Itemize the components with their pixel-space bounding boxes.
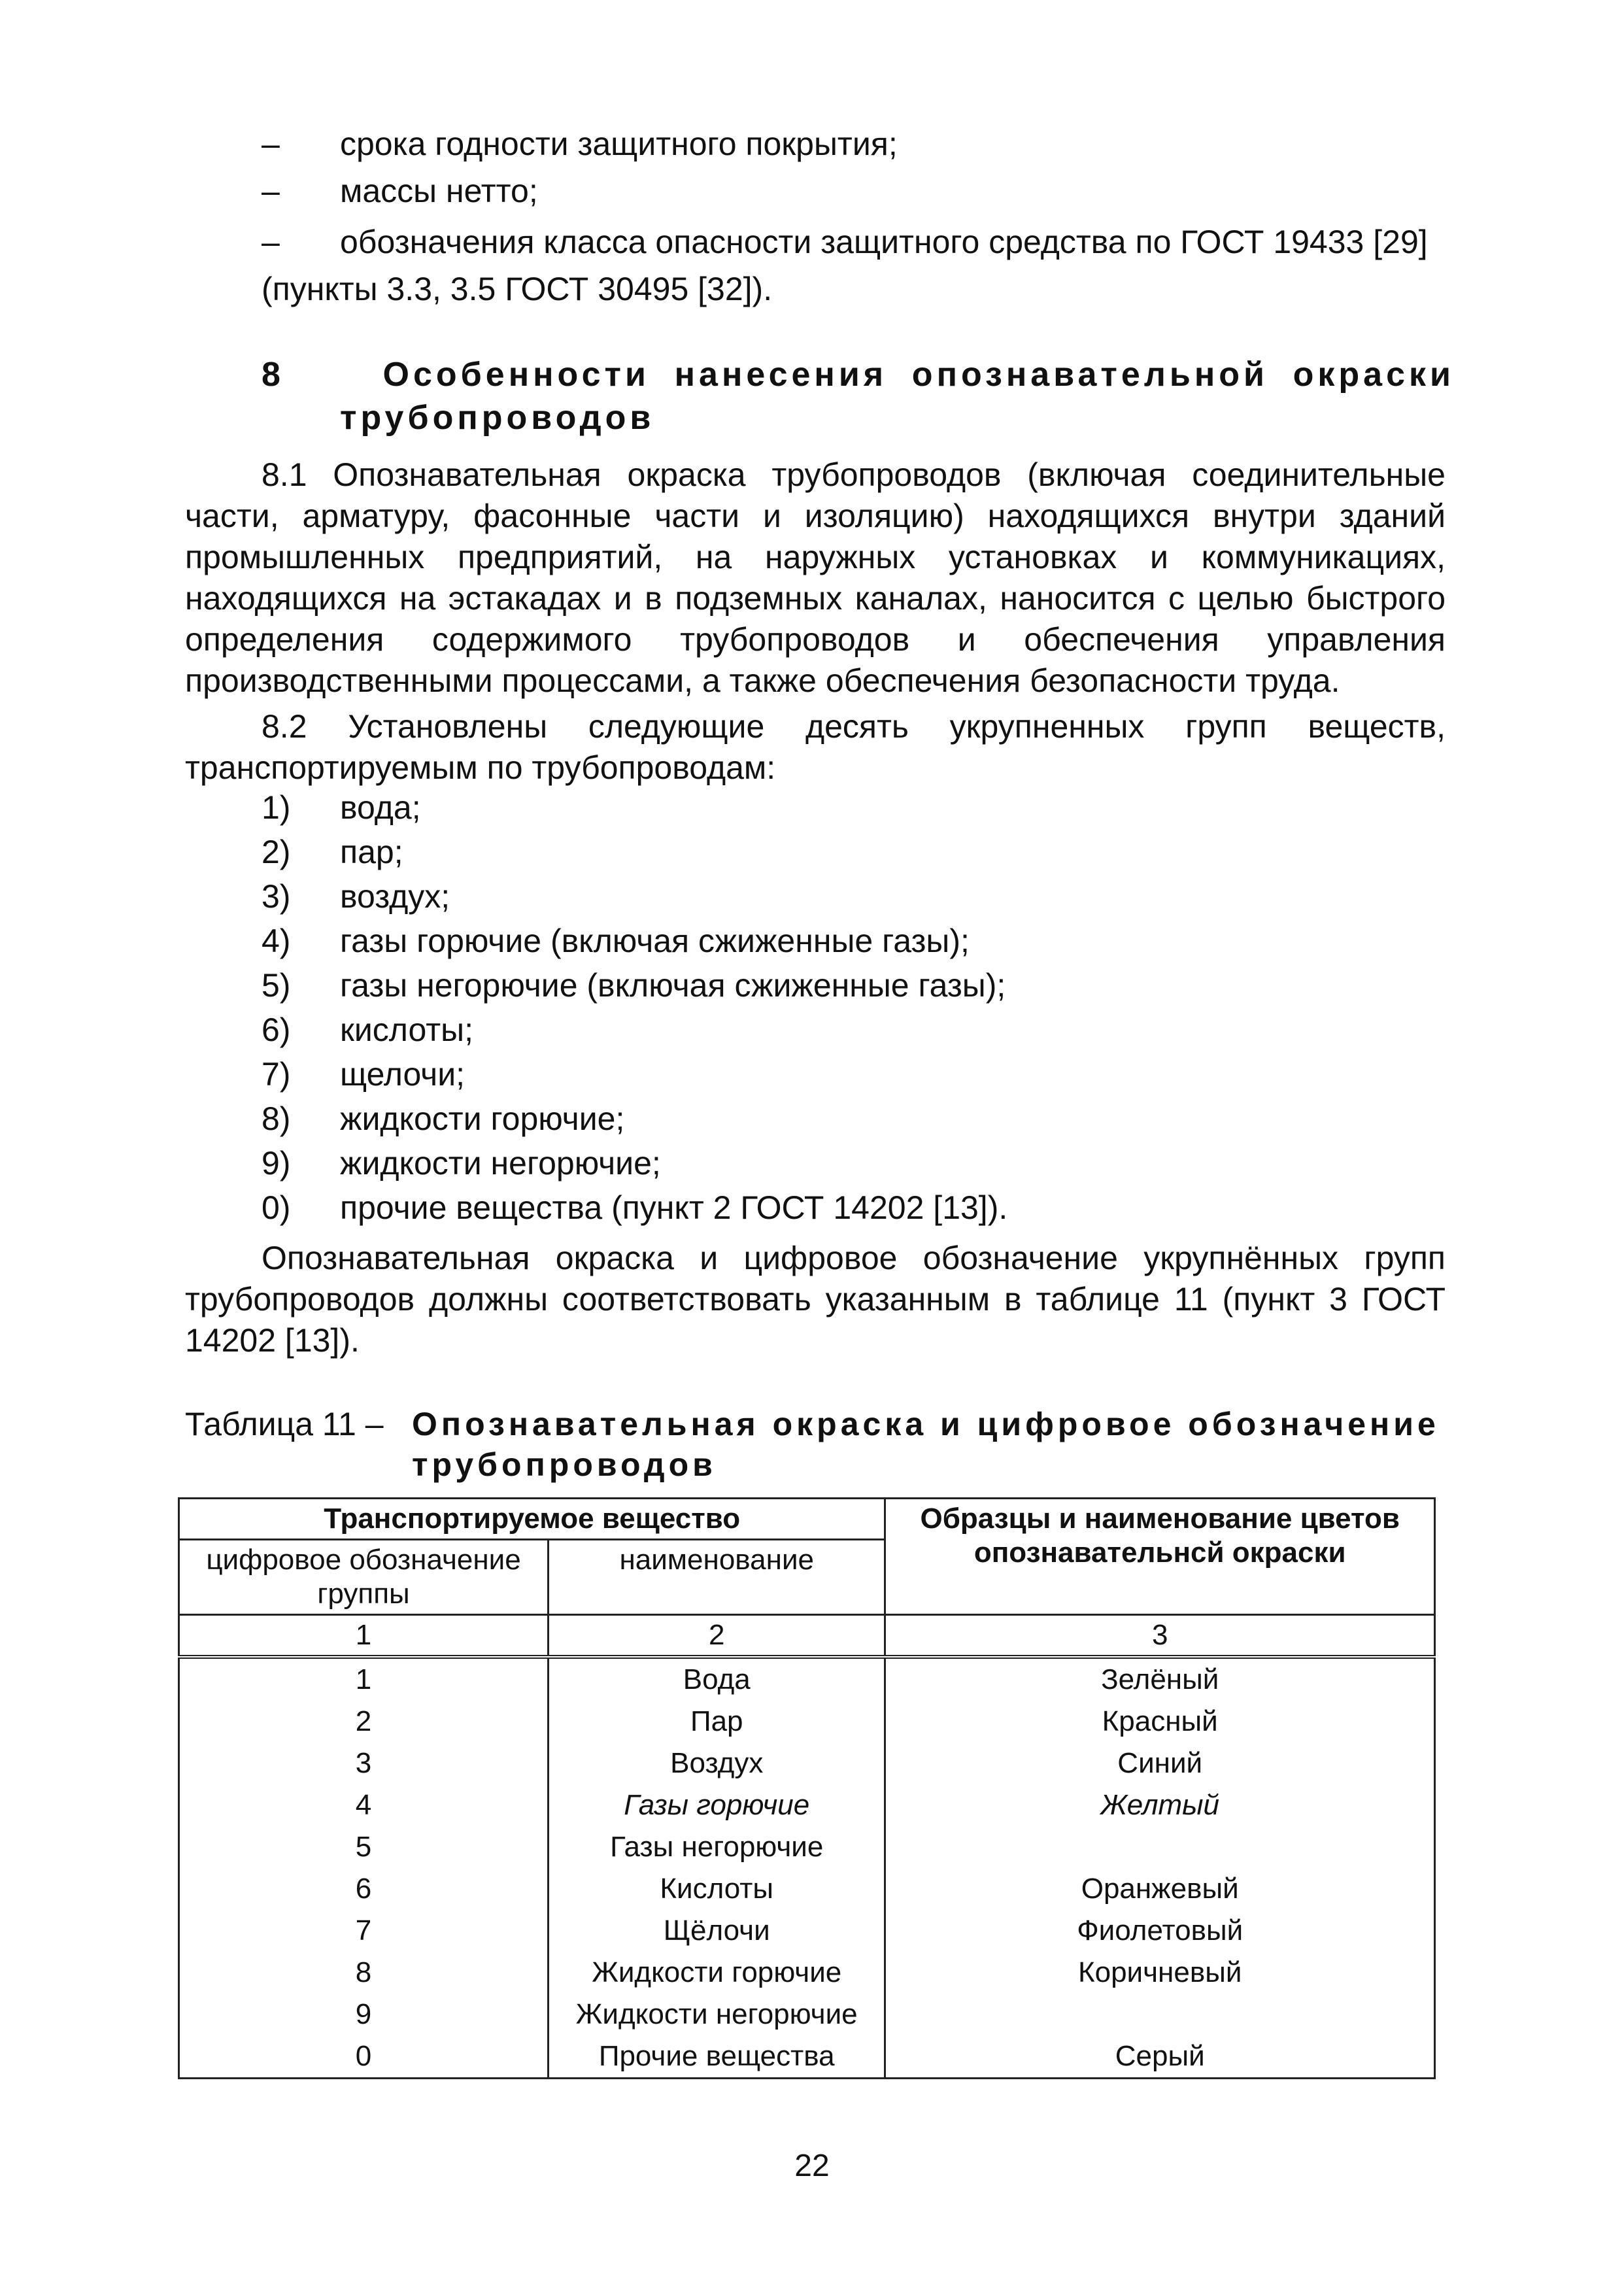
list-item-text: жидкости негорючие; [340,1145,661,1182]
group-code-cell: 4 [179,1784,549,1826]
dash-marker: – [262,224,280,260]
table-header-group: Транспортируемое вещество [179,1499,885,1540]
table-header-colors: Образцы и наименование цветов опознавательнсй окраски [885,1499,1435,1615]
color-name-cell: Фиолетовый [885,1910,1435,1952]
color-name-cell: Коричневый [885,1952,1435,1994]
list-item-number: 4) [262,923,291,959]
list-item-text: газы негорючие (включая сжиженные газы); [340,967,1006,1004]
color-name-cell: Серый [885,2035,1435,2079]
table-row [179,1657,1435,1701]
list-item-number: 9) [262,1145,291,1182]
table-header-code: цифровое обозначение группы [179,1540,549,1615]
table-caption-title-line2: трубопроводов [412,1446,717,1483]
group-code-cell: 7 [179,1910,549,1952]
group-code-cell: 0 [179,2035,549,2079]
group-code-cell: 3 [179,1742,549,1784]
list-item-number: 2) [262,834,291,870]
dash-marker: – [262,126,280,162]
group-code-cell: 9 [179,1994,549,2035]
list-item-text: прочие вещества (пункт 2 ГОСТ 14202 [13]). [340,1189,1008,1226]
paragraph-8-2-text: 8.2 Установлены следующие десять укрупненных групп веществ, транспортируемым по трубопроводам: [185,708,1446,786]
page-number: 22 [794,2149,830,2183]
substance-name-cell: Жидкости горючие [549,1952,885,1994]
substance-name-cell: Прочие вещества [549,2035,885,2079]
substance-name-cell: Газы негорючие [549,1826,885,1868]
table-index-cell: 1 [179,1615,549,1658]
paragraph-8-1-text: 8.1 Опознавательная окраска трубопроводов (включая соединительные части, арматуру, фасонные части и изоляцию) находящихся внутри зданий промышленных предприятий, на наружных установках и коммуникациях, находящихся на эстакадах и в подземных каналах, наносится с целью быстрого определения содержимого трубопроводов и обеспечения управления производственными процессами, а также обеспечения безопасности труда. [185,456,1446,699]
substance-name-cell: Газы горючие [549,1784,885,1826]
table-header-name: наименование [549,1540,885,1615]
table-caption-title-line1: Опознавательная окраска и цифровое обозначение [412,1406,1440,1442]
color-name-cell [885,1826,1435,1868]
section-heading [262,353,1455,396]
color-name-cell: Синий [885,1742,1435,1784]
list-item-text: вода; [340,789,421,826]
list-item-text: жидкости горючие; [340,1100,625,1137]
paragraph-table-reference-text: Опознавательная окраска и цифровое обозначение укрупнённых групп трубопроводов должны соответствовать указанным в таблице 11 (пункт 3 ГОСТ 14202 [13]). [185,1240,1446,1359]
section-number: 8 [262,356,284,394]
dash-item-text: обозначения класса опасности защитного средства по ГОСТ 19433 [29] [340,224,1428,260]
table-row [179,1994,1435,2035]
dash-marker: – [262,173,280,209]
paragraph-8-1 [185,454,1446,702]
list-item-number: 0) [262,1189,291,1226]
list-item-number: 7) [262,1056,291,1093]
group-code-cell: 5 [179,1826,549,1868]
list-item-text: пар; [340,834,403,870]
substance-name-cell: Жидкости негорючие [549,1994,885,2035]
substance-name-cell: Щёлочи [549,1910,885,1952]
substance-name-cell: Пар [549,1701,885,1742]
list-item-number: 6) [262,1012,291,1048]
substance-name-cell: Воздух [549,1742,885,1784]
table-row [179,2035,1435,2079]
group-code-cell: 6 [179,1868,549,1910]
list-item-number: 8) [262,1100,291,1137]
dash-item-text: срока годности защитного покрытия; [340,126,898,162]
list-item-text: газы горючие (включая сжиженные газы); [340,923,970,959]
section-title-line2: трубопроводов [340,399,655,437]
color-name-cell: Желтый [885,1784,1435,1826]
dash-continuation: (пункты 3.3, 3.5 ГОСТ 30495 [32]). [262,271,773,307]
table-row [179,1910,1435,1952]
color-name-cell [885,1994,1435,2035]
group-code-cell: 1 [179,1657,549,1701]
table-row [179,1826,1435,1868]
group-code-cell: 2 [179,1701,549,1742]
table-row [179,1784,1435,1826]
substance-name-cell: Вода [549,1657,885,1701]
table-row [179,1952,1435,1994]
group-code-cell: 8 [179,1952,549,1994]
table-row [179,1701,1435,1742]
list-item-number: 3) [262,878,291,915]
pipeline-color-table [178,1497,1436,2079]
section-title-line1: Особенности нанесения опознавательной окраски [382,356,1455,394]
color-name-cell: Оранжевый [885,1868,1435,1910]
table-index-cell: 2 [549,1615,885,1658]
table-index-cell: 3 [885,1615,1435,1658]
color-name-cell: Красный [885,1701,1435,1742]
list-item-number: 1) [262,789,291,826]
list-item-text: воздух; [340,878,450,915]
table-row [179,1742,1435,1784]
table-row [179,1868,1435,1910]
list-item-text: кислоты; [340,1012,473,1048]
table-caption-label: Таблица 11 – [185,1406,384,1442]
color-name-cell: Зелёный [885,1657,1435,1701]
list-item-text: щелочи; [340,1056,465,1093]
list-item-number: 5) [262,967,291,1004]
dash-item-text: массы нетто; [340,173,538,209]
paragraph-table-reference [185,1238,1446,1361]
paragraph-8-2 [185,706,1446,789]
substance-name-cell: Кислоты [549,1868,885,1910]
